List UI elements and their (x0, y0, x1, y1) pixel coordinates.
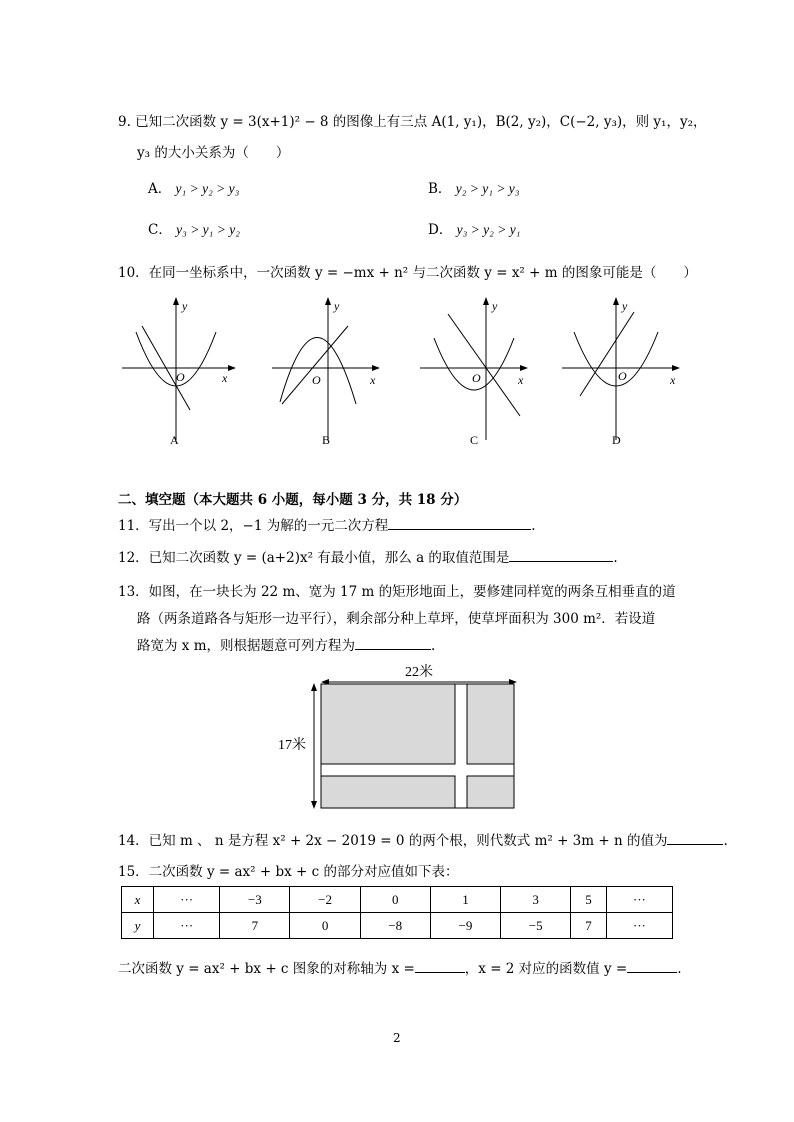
option-label: B． (428, 181, 452, 197)
question-text: 二次函数 y = ax² + bx + c 图象的对称轴为 x = (118, 961, 415, 977)
table-cell: x (122, 887, 154, 913)
punctuation: . (531, 518, 536, 534)
lawn-top-right (467, 684, 514, 764)
question-text: 12．已知二次函数 y = (a+2)x² 有最小值，那么 a 的取值范围是 (118, 550, 510, 566)
graph-d (560, 292, 685, 452)
table-cell: −5 (501, 913, 571, 939)
y-axis-arrow-icon (613, 297, 619, 305)
question-text: ，x = 2 对应的函数值 y = (464, 961, 628, 977)
origin-label: O (176, 370, 185, 384)
width-label: 22米 (405, 665, 433, 680)
question-text: 11．写出一个以 2，−1 为解的一元二次方程 (118, 518, 389, 534)
q12 (118, 546, 618, 566)
q14 (118, 829, 728, 849)
graph-letter: D (612, 433, 621, 447)
punctuation: . (723, 833, 728, 849)
table-cell: ··· (154, 887, 220, 913)
option-text: y₂ > y₁ > y₃ (455, 181, 520, 196)
table-cell: ··· (606, 887, 672, 913)
q9-line2: y₃ 的大小关系为（ ） (137, 145, 290, 161)
table-row (122, 913, 673, 939)
answer-blank (509, 549, 613, 562)
punctuation: . (613, 550, 618, 566)
option-text: y₃ > y₂ > y₁ (456, 222, 521, 237)
table-cell: 0 (360, 887, 430, 913)
value-table (121, 886, 673, 939)
option-text: y₁ > y₂ > y₃ (175, 181, 240, 196)
y-axis-arrow-icon (173, 297, 179, 305)
arrow-down-icon (311, 801, 317, 809)
q13-line1: 13．如图，在一块长为 22 m、宽为 17 m 的矩形地面上，要修建同样宽的两条互相垂直的道 (118, 584, 676, 600)
q9-line1: 9. 已知二次函数 y = 3(x+1)² − 8 的图像上有三点 A(1, y₁)，B(2, y₂)，C(−2, y₃)，则 y₁，y₂， (118, 114, 707, 130)
q11 (118, 514, 536, 534)
graph-b (270, 292, 390, 452)
q13-line2: 路（两条道路各与矩形一边平行），剩余部分种上草坪，使草坪面积为 300 m²．若设道 (137, 611, 656, 627)
lawn-bottom-left (321, 776, 455, 808)
q9-option-b (428, 177, 520, 197)
table-cell: 7 (571, 913, 606, 939)
table-cell: −9 (430, 913, 500, 939)
x-axis-arrow-icon (372, 365, 380, 371)
parabola (280, 337, 356, 404)
x-label: x (670, 373, 676, 387)
table-cell: ··· (606, 913, 672, 939)
x-label: x (222, 371, 228, 385)
page-number: 2 (393, 1031, 401, 1045)
y-axis-arrow-icon (483, 297, 489, 305)
q15-stem: 15．二次函数 y = ax² + bx + c 的部分对应值如下表： (118, 864, 459, 880)
option-label: A． (148, 181, 172, 197)
y-label: y (622, 299, 628, 313)
x-axis-arrow-icon (672, 365, 680, 371)
origin-label: O (618, 369, 627, 383)
q9-option-a (148, 177, 239, 197)
table-cell: ··· (154, 913, 220, 939)
q13-line3 (137, 634, 435, 654)
table-cell: −2 (290, 887, 360, 913)
lawn-bottom-right (467, 776, 514, 808)
table-cell: 1 (430, 887, 500, 913)
height-label: 17米 (278, 738, 306, 753)
question-text: 14．已知 m 、 n 是方程 x² + 2x − 2019 = 0 的两个根，则代数式 m² + 3m + n 的值为 (118, 833, 668, 849)
answer-blank (627, 960, 677, 973)
option-label: D． (428, 222, 453, 238)
table-cell: 7 (220, 913, 290, 939)
arrow-up-icon (311, 683, 317, 691)
x-label: x (370, 373, 376, 387)
road-diagram (278, 660, 523, 810)
question-text: 路宽为 x m，则根据题意可列方程为 (137, 638, 355, 654)
q9-option-d (428, 218, 520, 238)
origin-label: O (472, 371, 481, 385)
graph-c (418, 292, 538, 452)
answer-blank (388, 517, 531, 530)
y-label: y (334, 299, 340, 313)
table-cell: −8 (360, 913, 430, 939)
y-axis-arrow-icon (325, 297, 331, 305)
lawn-top-left (321, 684, 455, 764)
answer-blank (415, 960, 465, 973)
q10-stem: 10．在同一坐标系中，一次函数 y = −mx + n² 与二次函数 y = x² + m 的图象可能是（ ） (118, 265, 697, 281)
x-axis-arrow-icon (520, 365, 528, 371)
option-text: y₃ > y₁ > y₂ (176, 222, 240, 237)
line (448, 314, 520, 416)
origin-label: O (312, 373, 321, 387)
y-label: y (492, 299, 498, 313)
graph-a (120, 292, 240, 452)
table-row (122, 887, 673, 913)
section-title: 二、填空题（本大题共 6 小题，每小题 3 分，共 18 分） (118, 492, 468, 508)
answer-blank (355, 637, 431, 650)
table-cell: y (122, 913, 154, 939)
q9-option-c (148, 218, 240, 238)
answer-blank (667, 832, 723, 845)
graph-letter: B (322, 433, 331, 447)
graph-letter: C (470, 433, 479, 447)
x-axis-arrow-icon (228, 365, 236, 371)
punctuation: . (431, 638, 436, 654)
x-label: x (518, 373, 524, 387)
graph-letter: A (170, 433, 179, 447)
table-cell: 3 (501, 887, 571, 913)
table-cell: 5 (571, 887, 606, 913)
table-cell: −3 (220, 887, 290, 913)
table-cell: 0 (290, 913, 360, 939)
option-label: C． (148, 222, 172, 238)
punctuation: . (677, 961, 682, 977)
y-label: y (182, 299, 188, 313)
q15-followup (118, 957, 682, 977)
